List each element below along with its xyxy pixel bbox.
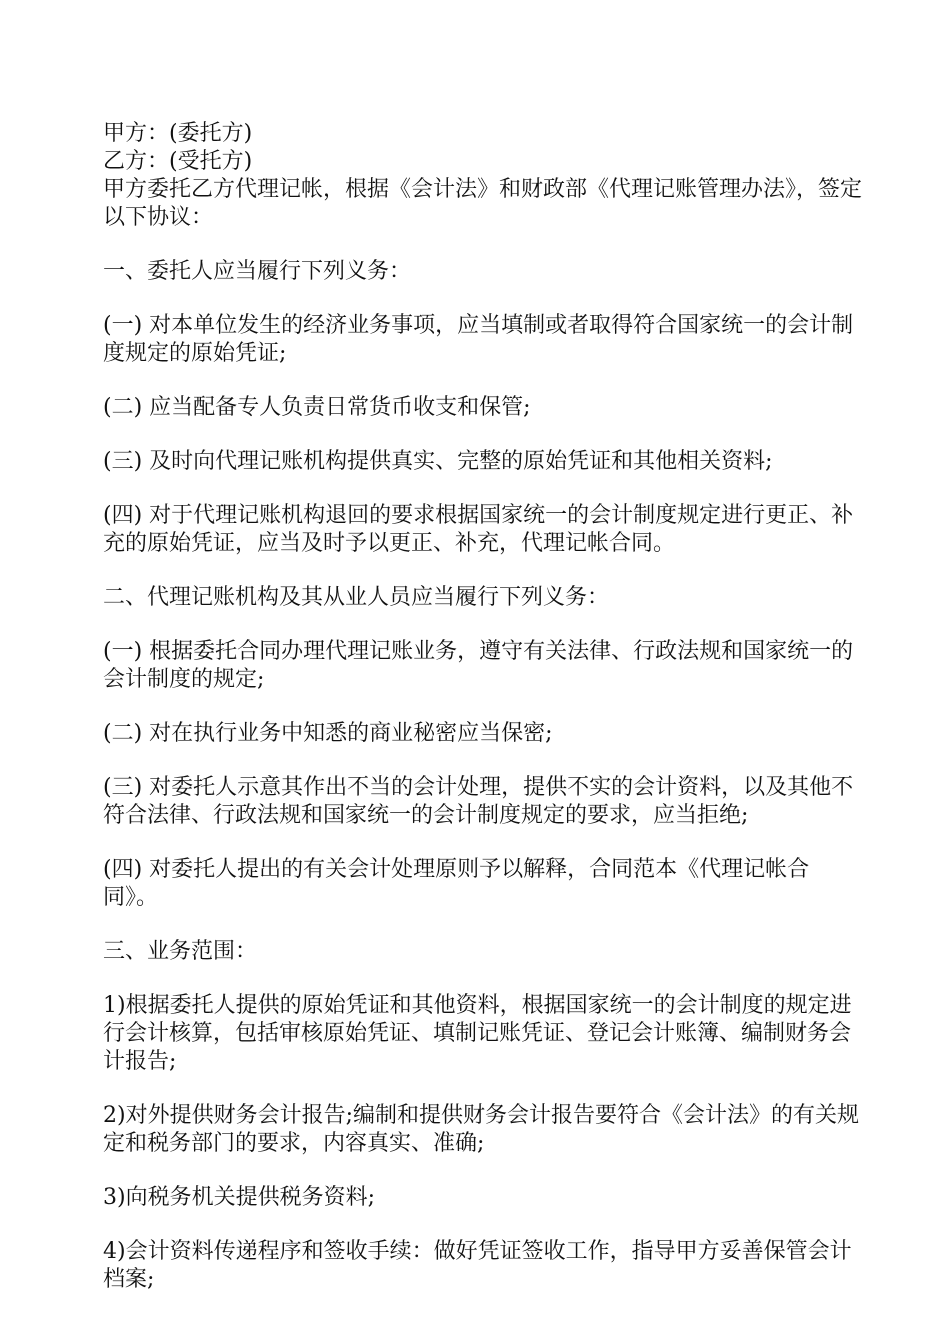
intro-paragraph: 甲方委托乙方代理记帐，根据《会计法》和财政部《代理记账管理办法》，签定以下协议： (103, 177, 863, 230)
section-3-item-4: 4)会计资料传递程序和签收手续：做好凭证签收工作，指导甲方妥善保管会计档案; (103, 1239, 852, 1292)
section-1-item-3: (三) 及时向代理记账机构提供真实、完整的原始凭证和其他相关资料; (103, 449, 773, 474)
section-3-heading: 三、业务范围： (103, 939, 258, 964)
party-a-line: 甲方：(委托方) (103, 121, 253, 146)
section-1-heading: 一、委托人应当履行下列义务： (103, 259, 412, 284)
document-body (103, 120, 863, 1320)
section-1-item-1: (一) 对本单位发生的经济业务事项，应当填制或者取得符合国家统一的会计制度规定的原始凭证; (103, 313, 854, 366)
section-3-item-1: 1)根据委托人提供的原始凭证和其他资料，根据国家统一的会计制度的规定进行会计核算，包括审核原始凭证、填制记账凭证、登记会计账簿、编制财务会计报告; (103, 993, 852, 1074)
party-b-line: 乙方：(受托方) (103, 149, 253, 174)
section-2-item-3: (三) 对委托人示意其作出不当的会计处理，提供不实的会计资料，以及其他不符合法律、行政法规和国家统一的会计制度规定的要求，应当拒绝; (103, 775, 854, 828)
parties-block (103, 120, 863, 232)
section-3-item-3: 3)向税务机关提供税务资料; (103, 1185, 375, 1210)
section-3-item-2: 2)对外提供财务会计报告;编制和提供财务会计报告要符合《会计法》的有关规定和税务部门的要求，内容真实、准确; (103, 1103, 859, 1156)
section-2-item-2: (二) 对在执行业务中知悉的商业秘密应当保密; (103, 721, 553, 746)
section-2-item-4: (四) 对委托人提出的有关会计处理原则予以解释，合同范本《代理记帐合同》。 (103, 857, 810, 910)
section-2-heading: 二、代理记账机构及其从业人员应当履行下列义务： (103, 585, 610, 610)
section-2-item-1: (一) 根据委托合同办理代理记账业务，遵守有关法律、行政法规和国家统一的会计制度的规定; (103, 639, 854, 692)
section-1-item-4: (四) 对于代理记账机构退回的要求根据国家统一的会计制度规定进行更正、补充的原始凭证，应当及时予以更正、补充，代理记帐合同。 (103, 503, 854, 556)
section-1-item-2: (二) 应当配备专人负责日常货币收支和保管; (103, 395, 531, 420)
